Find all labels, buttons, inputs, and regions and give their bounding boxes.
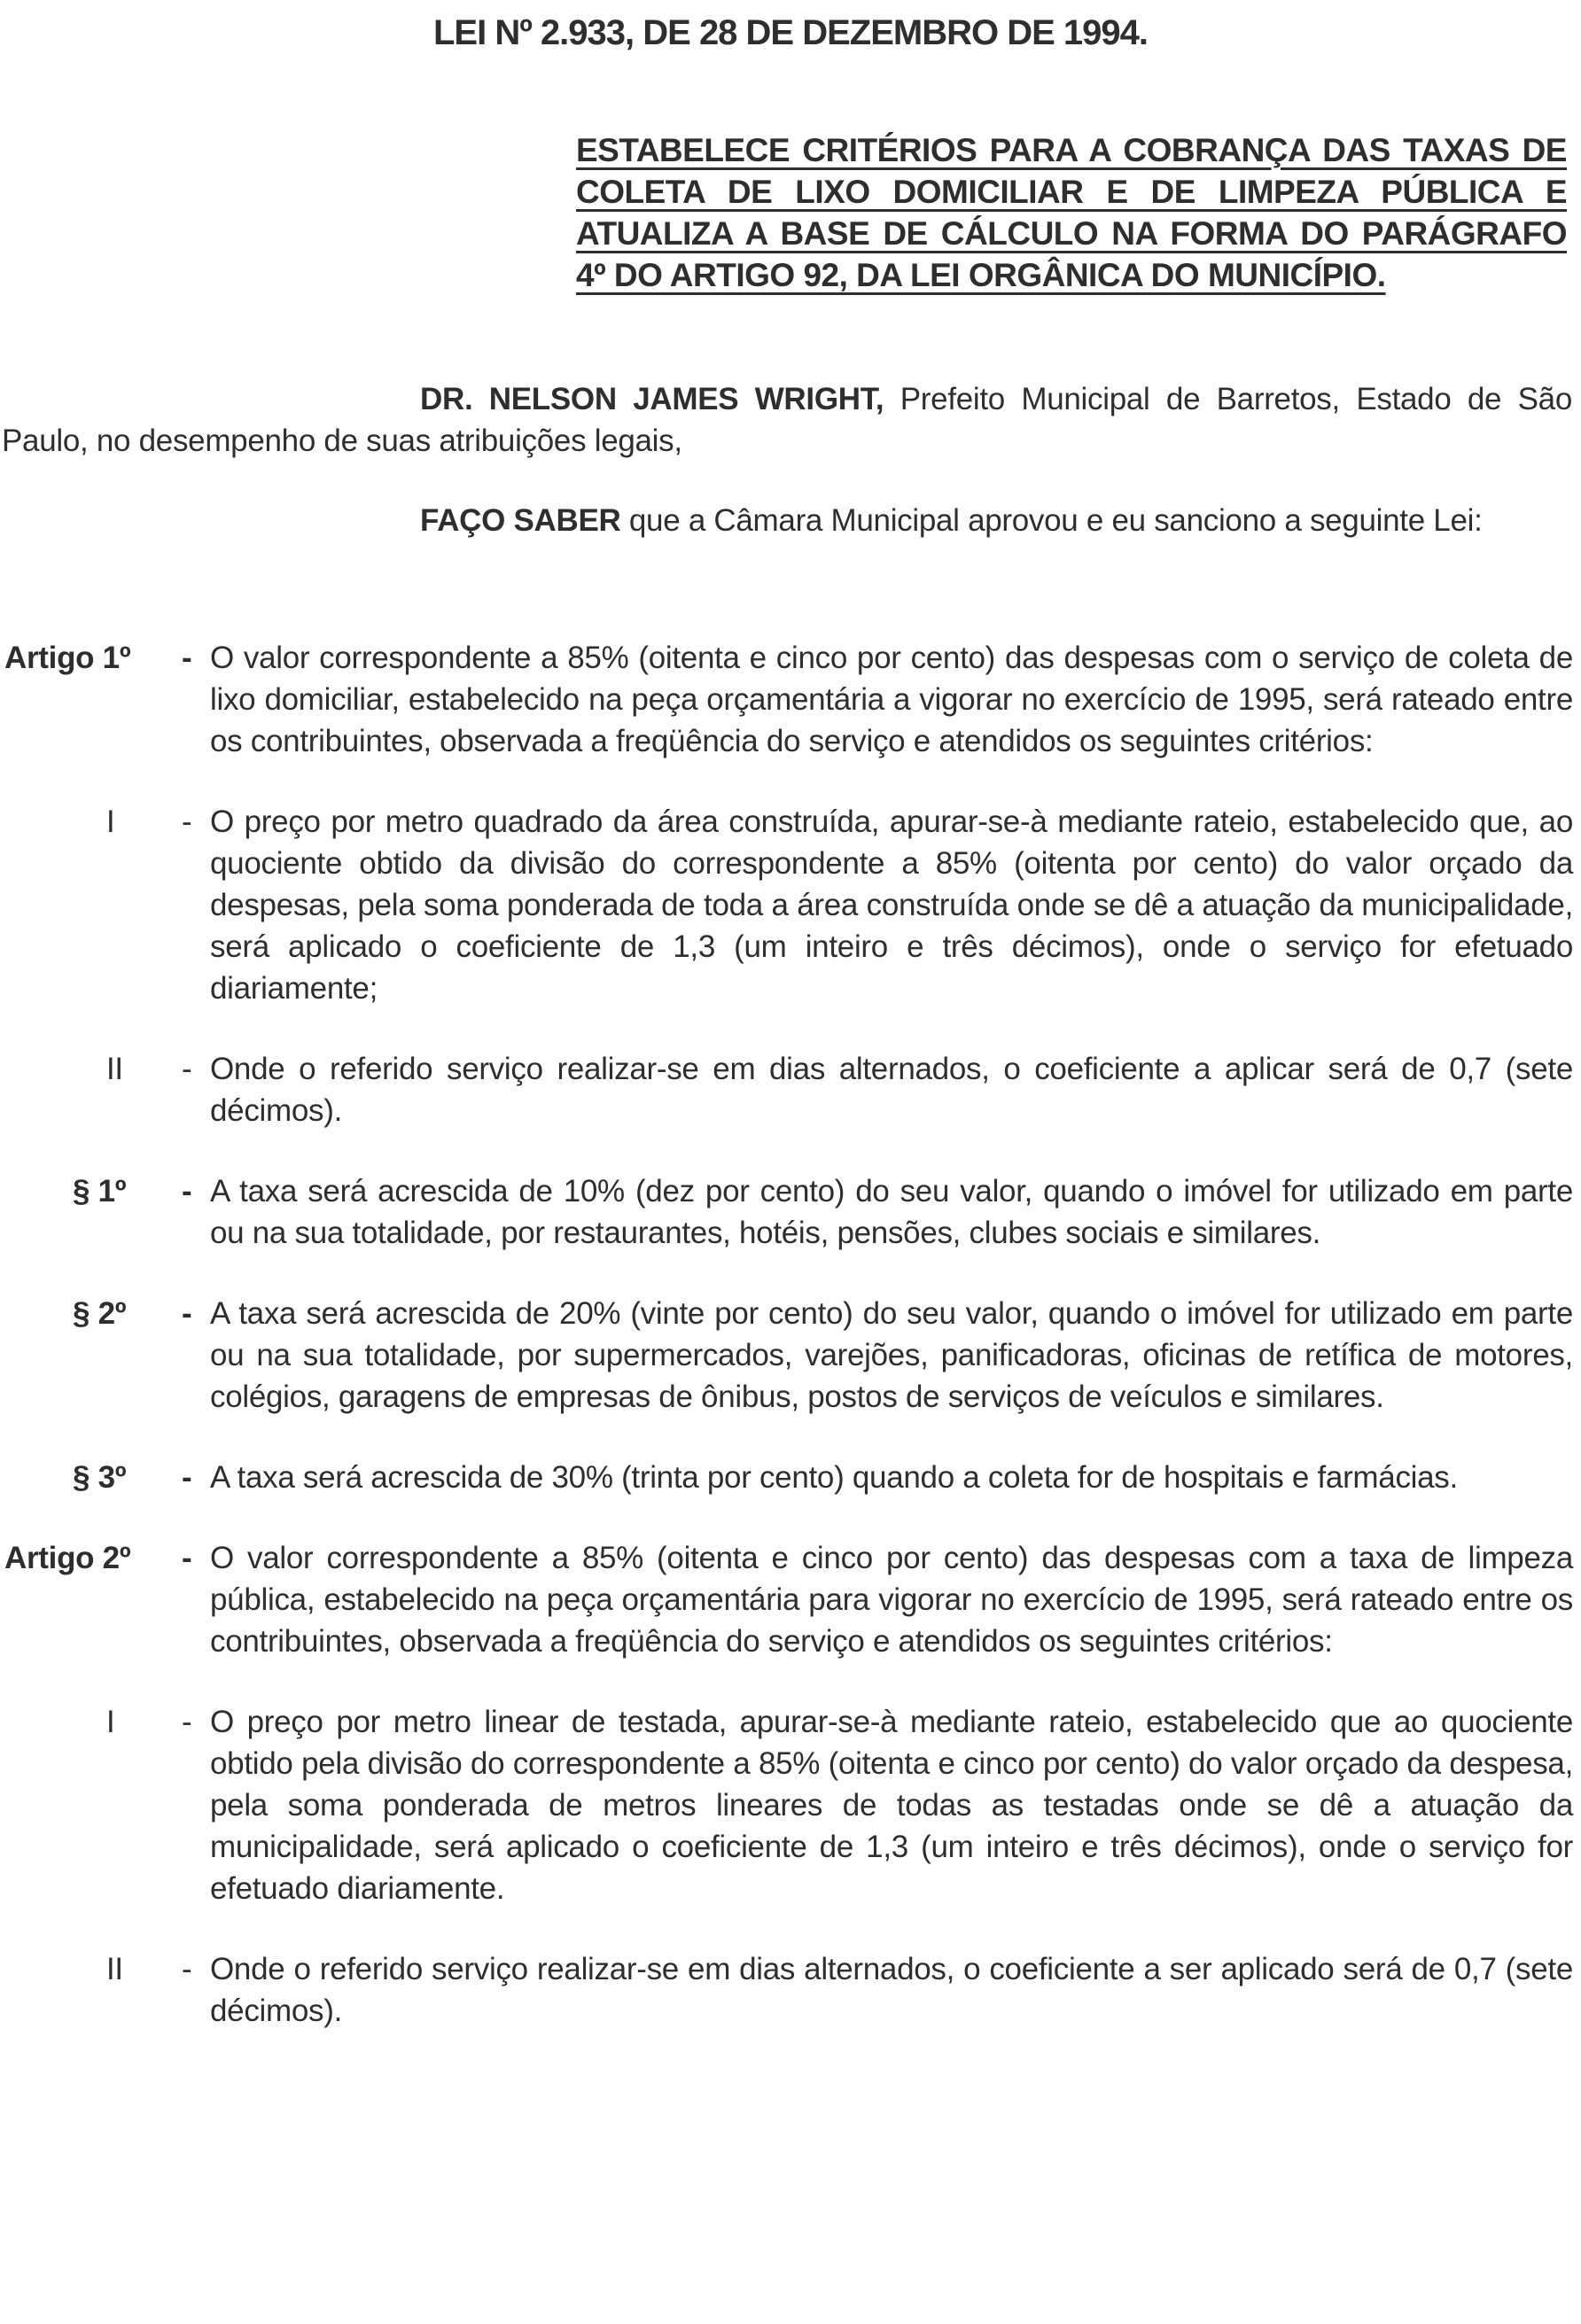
preamble-authority	[2, 378, 1572, 462]
clause-label: II	[106, 1952, 123, 1986]
clause-text: A taxa será acrescida de 30% (trinta por cento) quando a coleta for de hospitais e farmácias.	[210, 1460, 1458, 1495]
clause-label: Artigo 1º	[4, 641, 131, 675]
clause-dash: -	[182, 1541, 192, 1575]
clause-text: Onde o referido serviço realizar-se em dias alternados, o coeficiente a ser aplicado será de 0,7 (sete décimos).	[210, 1952, 1573, 2028]
preamble-authority-text: Prefeito Municipal de Barretos, Estado de São Paulo, no desempenho de suas atribuições legais,	[2, 382, 1572, 458]
clause-row-artigo-1	[0, 637, 1581, 762]
clause-dash: -	[182, 1460, 192, 1495]
clause-dash: -	[182, 1174, 192, 1209]
clause-text: A taxa será acrescida de 10% (dez por cento) do seu valor, quando o imóvel for utilizado em parte ou na sua totalidade, por restaurantes, hotéis, pensões, clubes sociais e similares.	[210, 1174, 1573, 1250]
clause-dash: -	[182, 641, 192, 675]
clause-row-paragrafo-3	[0, 1457, 1581, 1498]
articles-section	[0, 637, 1581, 2032]
preamble-authority-name: DR. NELSON JAMES WRIGHT,	[420, 382, 884, 416]
law-epigraph: ESTABELECE CRITÉRIOS PARA A COBRANÇA DAS TAXAS DE COLETA DE LIXO DOMICILIAR E DE LIMPEZA PÚBLICA E ATUALIZA A BASE DE CÁLCULO NA FORMA DO PARÁGRAFO 4º DO ARTIGO 92, DA LEI ORGÂNICA DO MUNICÍPIO.	[576, 132, 1567, 293]
clause-label: § 3º	[73, 1460, 127, 1495]
clause-row-artigo-2	[0, 1537, 1581, 1662]
preamble-enacting-lead: FAÇO SABER	[420, 503, 621, 538]
clause-label: II	[106, 1052, 123, 1086]
clause-text: O valor correspondente a 85% (oitenta e cinco por cento) das despesas com a taxa de limpeza pública, estabelecido na peça orçamentária para vigorar no exercício de 1995, será rateado entre os contribuintes, observada a freqüência do serviço e atendidos os seguintes critérios:	[210, 1541, 1573, 1659]
preamble-enacting-formula	[2, 500, 1572, 541]
clause-text: O preço por metro linear de testada, apurar-se-à mediante rateio, estabelecido que ao quociente obtido pela divisão do correspondente a 85% (oitenta e cinco por cento) do valor orçado da despesa, pela soma ponderada de metros lineares de todas as testadas onde se dê a atuação da municipalidade, será aplicado o coeficiente de 1,3 (um inteiro e três décimos), onde o serviço for efetuado diariamente.	[210, 1705, 1573, 1906]
clause-dash: -	[182, 1296, 192, 1331]
clause-dash: -	[182, 804, 192, 839]
clause-label: § 1º	[73, 1174, 127, 1209]
clause-row-paragrafo-1	[0, 1170, 1581, 1254]
preamble-enacting-text: que a Câmara Municipal aprovou e eu sanciono a seguinte Lei:	[620, 503, 1483, 538]
clause-row-artigo-1-inciso-ii	[0, 1048, 1581, 1131]
clause-row-artigo-1-inciso-i	[0, 801, 1581, 1009]
clause-label: I	[106, 804, 115, 839]
clause-row-artigo-2-inciso-ii	[0, 1948, 1581, 2032]
clause-dash: -	[182, 1952, 192, 1986]
clause-text: O preço por metro quadrado da área construída, apurar-se-à mediante rateio, estabelecido que, ao quociente obtido da divisão do correspondente a 85% (oitenta por cento) do valor orçado da despesas, pela soma ponderada de toda a área construída onde se dê a atuação da municipalidade, será aplicado o coeficiente de 1,3 (um inteiro e três décimos), onde o serviço for efetuado diariamente;	[210, 804, 1573, 1006]
clause-text: O valor correspondente a 85% (oitenta e cinco por cento) das despesas com o serviço de coleta de lixo domiciliar, estabelecido na peça orçamentária a vigorar no exercício de 1995, será rateado entre os contribuintes, observada a freqüência do serviço e atendidos os seguintes critérios:	[210, 641, 1573, 758]
law-title: LEI Nº 2.933, DE 28 DE DEZEMBRO DE 1994.	[432, 13, 1148, 52]
clause-row-artigo-2-inciso-i	[0, 1701, 1581, 1909]
clause-dash: -	[182, 1705, 192, 1739]
clause-row-paragrafo-2	[0, 1293, 1581, 1418]
clause-dash: -	[182, 1052, 192, 1086]
clause-label: I	[106, 1705, 115, 1739]
clause-label: Artigo 2º	[4, 1541, 131, 1575]
clause-text: Onde o referido serviço realizar-se em dias alternados, o coeficiente a aplicar será de 0,7 (sete décimos).	[210, 1052, 1573, 1128]
clause-text: A taxa será acrescida de 20% (vinte por cento) do seu valor, quando o imóvel for utilizado em parte ou na sua totalidade, por supermercados, varejões, panificadoras, oficinas de retífica de motores, colégios, garagens de empresas de ônibus, postos de serviços de veículos e similares.	[210, 1296, 1573, 1414]
clause-label: § 2º	[73, 1296, 127, 1331]
